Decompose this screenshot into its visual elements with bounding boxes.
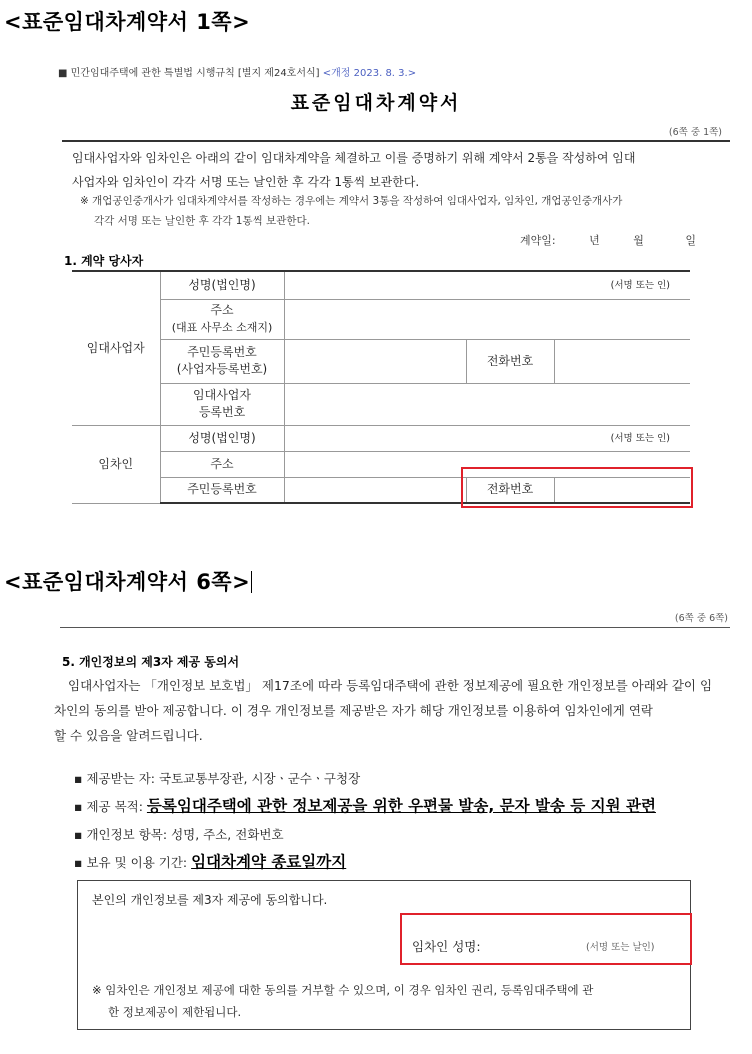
section-title-parties: 1. 계약 당사자 xyxy=(64,254,144,268)
bullet-recipient-label: 제공받는 자: xyxy=(86,771,159,786)
bullet-recipient: ▪ 제공받는 자: 국토교통부장관, 시장ㆍ군수ㆍ구청장 xyxy=(74,771,361,786)
document-title: 표준임대차계약서 xyxy=(290,92,462,114)
notice-line-2: 한 정보제공이 제한됩니다. xyxy=(108,1005,242,1019)
form-ref-text: ■ 민간임대주택에 관한 특별법 시행규칙 [별지 제24호서식] xyxy=(58,68,320,79)
contract-month: 월 xyxy=(633,234,644,247)
revision-date: <개정 2023. 8. 3.> xyxy=(322,68,417,79)
tenant-address-label: 주소 xyxy=(160,451,284,477)
contract-date-label: 계약일: xyxy=(520,234,556,247)
consent-statement: 본인의 개인정보를 제3자 제공에 동의합니다. xyxy=(92,893,328,907)
landlord-address-label xyxy=(160,299,284,339)
landlord-reg-field[interactable] xyxy=(284,339,466,383)
note-line-2: 각각 서명 또는 날인한 후 각각 1통씩 보관한다. xyxy=(94,215,310,227)
note-line-1: ※ 개업공인중개사가 임대차계약서를 작성하는 경우에는 계약서 3통을 작성하여 임대사업자, 임차인, 개업공인중개사가 xyxy=(80,195,623,207)
landlord-registration-label xyxy=(160,383,284,425)
landlord-phone-field[interactable] xyxy=(554,339,690,383)
page-count-1: (6쪽 중 1쪽) xyxy=(668,127,722,138)
info-bullets xyxy=(74,764,752,876)
bullet-items-value: 성명, 주소, 전화번호 xyxy=(171,827,284,842)
address-label-sub: (대표 사무소 소재지) xyxy=(171,321,273,334)
text-cursor xyxy=(251,571,252,593)
bullet-items: ▪ 개인정보 항목: 성명, 주소, 전화번호 xyxy=(74,827,284,842)
contract-day: 일 xyxy=(685,234,697,247)
bullet-period: ▪ 보유 및 이용 기간: 임대차계약 종료일까지 xyxy=(74,853,347,871)
tenant-sign-field[interactable]: (서명 또는 날인) xyxy=(586,942,655,953)
reg-label-sub: (사업자등록번호) xyxy=(176,362,268,376)
tenant-label: 임차인 xyxy=(72,425,160,503)
landlord-reg-line-1: 임대사업자 xyxy=(193,388,251,402)
bullet-recipient-value: 국토교통부장관, 시장ㆍ군수ㆍ구청장 xyxy=(159,771,361,786)
tenant-signature-highlight xyxy=(400,913,692,965)
tenant-phone-label: 전화번호 xyxy=(466,477,554,503)
page-count-6: (6쪽 중 6쪽) xyxy=(674,613,728,624)
body-line-2: 차인의 동의를 받아 제공합니다. 이 경우 개인정보를 제공받은 자가 해당 개인정보를 이용하여 임차인에게 연락 xyxy=(54,703,654,718)
contract-date xyxy=(520,232,696,248)
landlord-name-label: 성명(법인명) xyxy=(160,271,284,299)
bullet-purpose-value: 등록임대주택에 관한 정보제공을 위한 우편물 발송, 문자 발송 등 지원 관련 xyxy=(146,797,656,815)
contract-year: 년 xyxy=(589,234,600,247)
agent-note xyxy=(80,191,730,231)
bullet-period-label: 보유 및 이용 기간: xyxy=(86,855,192,870)
header-rule xyxy=(62,140,730,142)
body-line-1: 임대사업자는 「개인정보 보호법」 제17조에 따라 등록임대주택에 관한 정보제공에 필요한 개인정보를 아래와 같이 임 xyxy=(68,678,713,693)
page1-heading: <표준임대차계약서 1쪽> xyxy=(4,10,251,34)
tenant-name-label: 성명(법인명) xyxy=(160,425,284,451)
tenant-sign-hint: (서명 또는 인) xyxy=(284,425,690,451)
landlord-phone-label: 전화번호 xyxy=(466,339,554,383)
body-line-3: 할 수 있음을 알려드립니다. xyxy=(54,728,203,743)
bullet-period-value: 임대차계약 종료일까지 xyxy=(191,853,347,871)
bullet-purpose-label: 제공 목적: xyxy=(86,799,147,814)
landlord-sign-hint: (서명 또는 인) xyxy=(284,271,690,299)
section-title-consent: 5. 개인정보의 제3자 제공 동의서 xyxy=(62,655,240,669)
bullet-items-label: 개인정보 항목: xyxy=(86,827,172,842)
intro-paragraph xyxy=(72,146,732,194)
intro-line-2: 사업자와 임차인이 각각 서명 또는 날인한 후 각각 1통씩 보관한다. xyxy=(72,175,420,189)
form-reference xyxy=(58,64,416,79)
header-rule-6 xyxy=(60,627,730,628)
landlord-address-field[interactable] xyxy=(284,299,690,339)
refusal-notice xyxy=(92,979,682,1023)
tenant-phone-highlight xyxy=(461,467,693,508)
landlord-reg-label xyxy=(160,339,284,383)
intro-line-1: 임대사업자와 임차인은 아래의 같이 임대차계약을 체결하고 이를 증명하기 위해 계약서 2통을 작성하여 임대 xyxy=(72,151,636,165)
landlord-reg-line-2: 등록번호 xyxy=(198,405,246,419)
tenant-reg-label: 주민등록번호 xyxy=(160,477,284,503)
page6-heading-text: <표준임대차계약서 6쪽> xyxy=(4,570,251,594)
consent-body xyxy=(54,673,734,748)
tenant-name-label-6: 임차인 성명: xyxy=(412,939,481,954)
tenant-reg-field[interactable] xyxy=(284,477,466,503)
landlord-registration-field[interactable] xyxy=(284,383,690,425)
reg-label-main: 주민등록번호 xyxy=(187,345,257,359)
address-label-main: 주소 xyxy=(210,303,234,317)
landlord-label: 임대사업자 xyxy=(72,271,160,425)
notice-line-1: ※ 임차인은 개인정보 제공에 대한 동의를 거부할 수 있으며, 이 경우 임차인 권리, 등록임대주택에 관 xyxy=(92,983,594,997)
bullet-purpose: ▪ 제공 목적: 등록임대주택에 관한 정보제공을 위한 우편물 발송, 문자 발송 등 지원 관련 xyxy=(74,797,656,815)
page6-heading xyxy=(4,566,252,596)
